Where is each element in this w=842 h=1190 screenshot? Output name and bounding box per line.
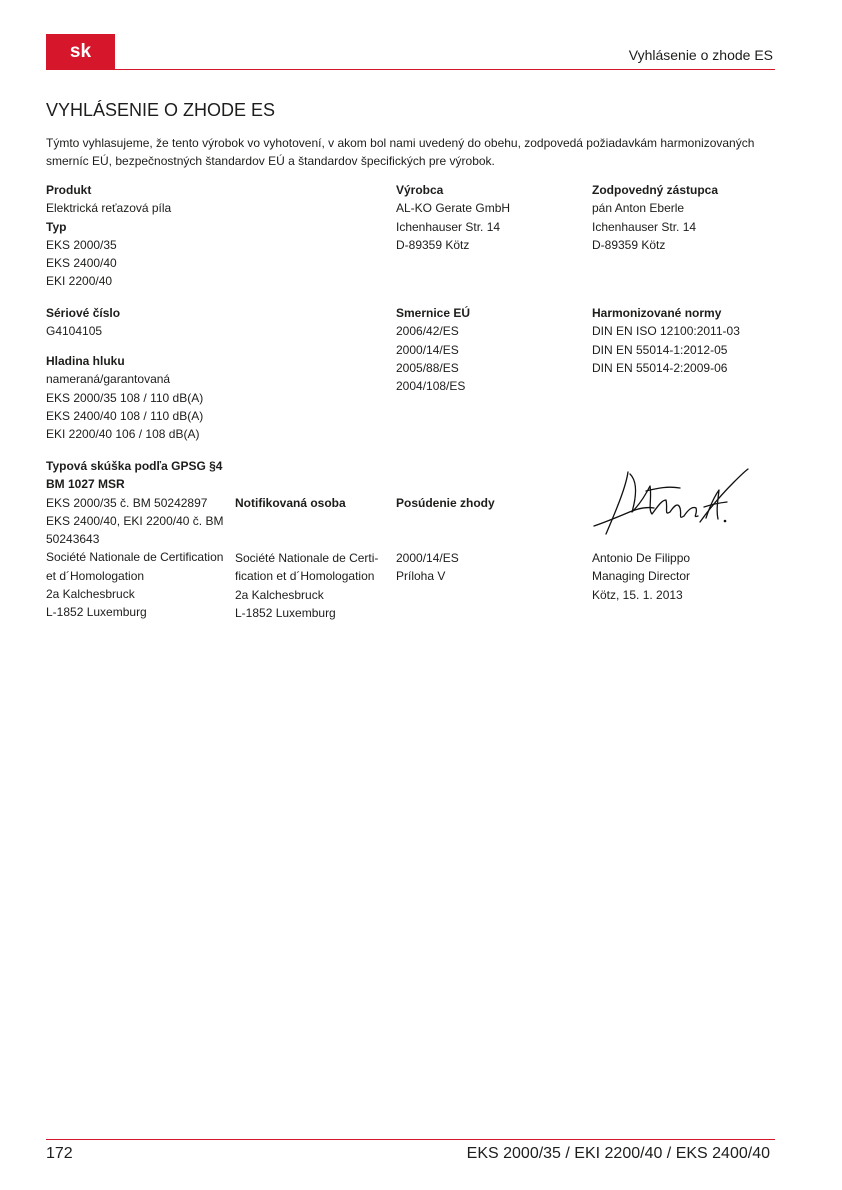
noise-heading: Hladina hluku [46,354,125,368]
type-test-body-line: et d´Homologation [46,568,145,583]
type-test-certificate: EKS 2000/35 č. BM 50242897 [46,495,208,510]
notified-body-block [235,549,378,622]
notified-body-line: 2a Kalchesbruck [235,587,324,602]
header-rule [46,69,775,70]
signature-stroke [630,474,698,517]
product-block [46,181,171,291]
representative-heading: Zodpovedný zástupca [592,183,719,197]
product-type: EKI 2200/40 [46,274,113,289]
running-title: Vyhlásenie o zhode ES [628,47,773,63]
serial-block [46,304,120,341]
directive-item: 2006/42/ES [396,324,459,339]
directive-item: 2004/108/ES [396,379,466,394]
standard-item: DIN EN 55014-1:2012-05 [592,342,728,357]
type-test-certificate: 50243643 [46,532,100,547]
product-type: EKS 2400/40 [46,256,117,271]
type-test-body-line: L-1852 Luxemburg [46,605,147,620]
representative-line: D-89359 Kötz [592,237,666,252]
conformity-assessment-line: 2000/14/ES [396,551,459,565]
manufacturer-line: D-89359 Kötz [396,237,470,252]
page-title: VYHLÁSENIE O ZHODE ES [46,100,276,120]
product-type: EKS 2000/35 [46,237,117,252]
conformity-assessment-block [396,549,459,586]
directives-heading: Smernice EÚ [396,306,471,320]
notified-body-heading-block [235,494,346,512]
directive-item: 2005/88/ES [396,360,459,375]
type-test-block [46,457,223,622]
noise-block [46,352,203,443]
signature-dot [724,520,727,523]
directives-block [396,304,470,395]
type-test-heading: Typová skúška podľa GPSG §4 [46,459,223,473]
noise-line: EKI 2200/40 106 / 108 dB(A) [46,427,200,442]
notified-body-line: fication et d´Homologation [235,569,375,584]
manufacturer-block [396,181,510,254]
intro-paragraph: Týmto vyhlasujeme, že tento výrobok vo vyhotovení, v akom bol nami uvedený do obehu, zodpovedá požiadavkám harmonizovaných smerníc EÚ, bezpečnostných štandardov EÚ a štandardov špecifických pre výrobok. [46,136,755,168]
noise-line: EKS 2000/35 108 / 110 dB(A) [46,390,204,405]
conformity-assessment-heading-block [396,494,495,512]
signature-stroke [606,472,628,534]
representative-line: Ichenhauser Str. 14 [592,219,697,234]
serial-value: G4104105 [46,324,103,339]
footer-models: EKS 2000/35 / EKI 2200/40 / EKS 2400/40 [466,1145,770,1162]
manufacturer-line: Ichenhauser Str. 14 [396,219,501,234]
standards-heading: Harmonizované normy [592,306,722,320]
notified-body-line: Société Nationale de Certi- [235,551,379,565]
language-code: sk [69,41,92,62]
noise-subheading: nameraná/garantovaná [46,372,171,387]
noise-line: EKS 2400/40 108 / 110 dB(A) [46,408,204,423]
signatory-block [592,549,690,604]
signature-stroke [594,508,654,526]
notified-body-heading: Notifikovaná osoba [235,496,346,510]
standards-block [592,304,740,377]
standard-item: DIN EN 55014-2:2009-06 [592,360,728,375]
representative-line: pán Anton Eberle [592,201,685,216]
type-heading: Typ [46,219,67,234]
representative-block [592,181,718,254]
language-badge [46,34,115,70]
type-test-heading: BM 1027 MSR [46,477,125,492]
type-test-body-line: Société Nationale de Certification [46,550,224,565]
product-heading: Produkt [46,183,92,197]
notified-body-line: L-1852 Luxemburg [235,605,336,620]
signatory-name: Antonio De Filippo [592,551,691,565]
type-test-certificate: EKS 2400/40, EKI 2200/40 č. BM [46,513,224,528]
signature-stroke [646,487,680,491]
product-name: Elektrická reťazová píla [46,201,172,216]
directive-item: 2000/14/ES [396,342,459,357]
page-number: 172 [46,1145,73,1162]
signature-image [588,464,750,538]
signatory-place-date: Kötz, 15. 1. 2013 [592,587,683,602]
signatory-position: Managing Director [592,569,691,584]
conformity-assessment-line: Príloha V [396,569,446,584]
manufacturer-line: AL-KO Gerate GmbH [396,201,511,216]
serial-heading: Sériové číslo [46,306,121,320]
footer-rule [46,1139,775,1140]
manufacturer-heading: Výrobca [396,183,444,197]
type-test-body-line: 2a Kalchesbruck [46,587,135,602]
conformity-assessment-heading: Posúdenie zhody [396,496,495,510]
standard-item: DIN EN ISO 12100:2011-03 [592,324,740,339]
